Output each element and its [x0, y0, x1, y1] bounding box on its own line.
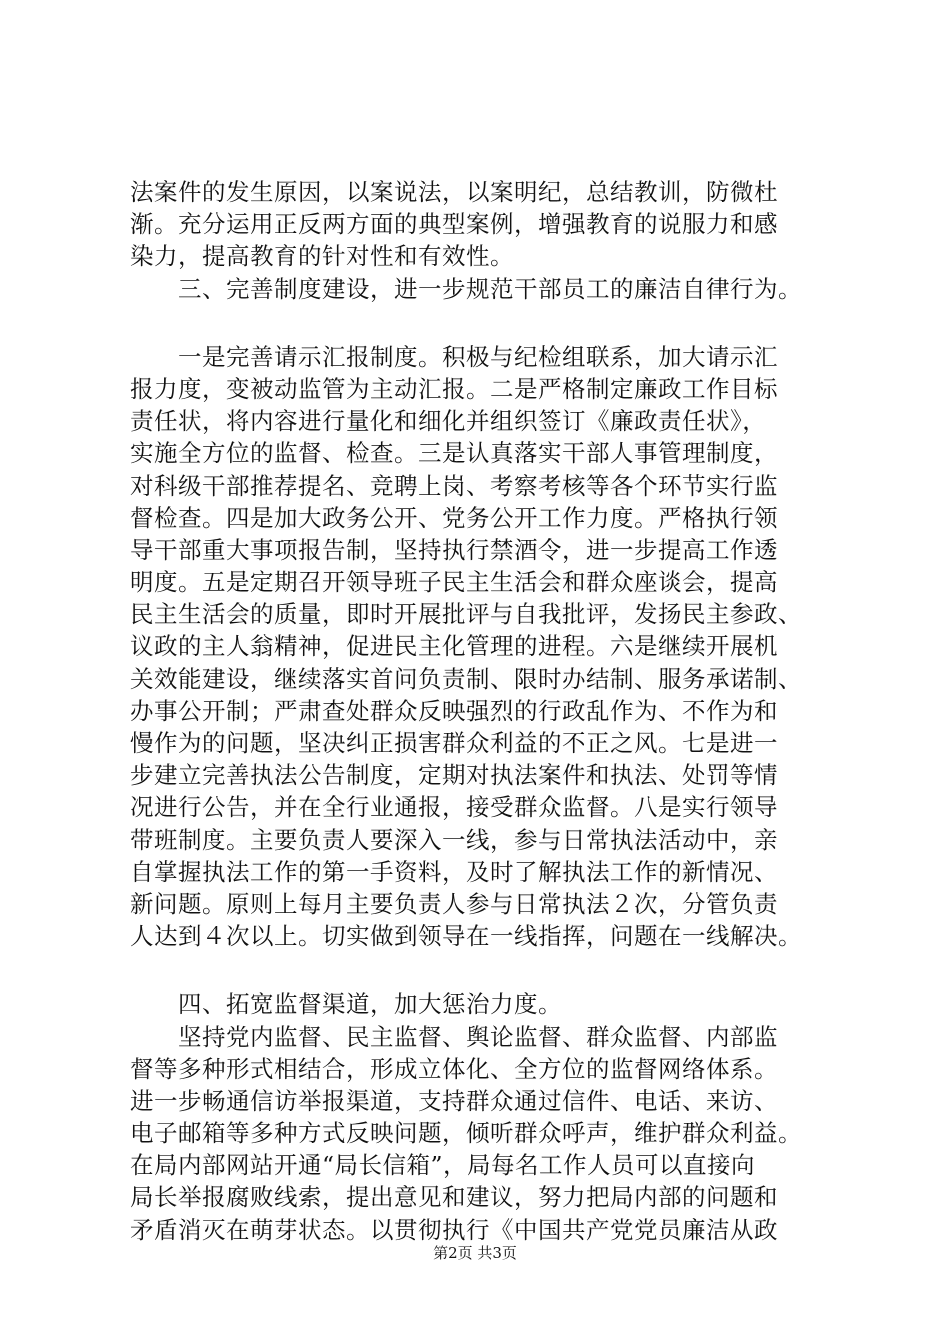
- text-line: 对科级干部推荐提名、竞聘上岗、考察考核等各个环节实行监: [130, 471, 778, 500]
- text-line: 自掌握执法工作的第一手资料，及时了解执法工作的新情况、: [130, 857, 778, 886]
- text-line: 慢作为的问题，坚决纠正损害群众利益的不正之风。七是进一: [130, 729, 778, 757]
- text-line: 督等多种形式相结合，形成立体化、全方位的监督网络体系。: [130, 1054, 778, 1083]
- text-line: 人达到４次以上。切实做到领导在一线指挥，问题在一线解决。: [130, 922, 802, 951]
- page-footer: 第2页 共3页: [433, 1244, 517, 1262]
- text-line: 局长举报腐败线索，提出意见和建议，努力把局内部的问题和: [130, 1183, 778, 1212]
- text-line: 带班制度。主要负责人要深入一线，参与日常执法活动中，亲: [130, 825, 778, 854]
- text-line: 报力度，变被动监管为主动汇报。二是严格制定廉政工作目标: [130, 374, 778, 403]
- text-line: 民主生活会的质量，即时开展批评与自我批评，发扬民主参政、: [130, 600, 802, 629]
- text-line: 况进行公告，并在全行业通报，接受群众监督。八是实行领导: [130, 793, 778, 822]
- text-line: 导干部重大事项报告制，坚持执行禁酒令，进一步提高工作透: [130, 535, 778, 564]
- text-line: 矛盾消灭在萌芽状态。以贯彻执行《中国共产党党员廉洁从政: [130, 1215, 778, 1244]
- paragraph-block-2: [130, 341, 855, 953]
- text-line: 明度。五是定期召开领导班子民主生活会和群众座谈会，提高: [130, 568, 778, 597]
- text-line: 法案件的发生原因，以案说法，以案明纪，总结教训，防微杜: [130, 178, 778, 206]
- paragraph-gap: [130, 305, 855, 341]
- text-line: 责任状，将内容进行量化和细化并组织签订《廉政责任状》，: [130, 407, 767, 436]
- text-line: 染力，提高教育的针对性和有效性。: [130, 242, 514, 271]
- text-line: 议政的主人翁精神，促进民主化管理的进程。六是继续开展机: [130, 632, 778, 661]
- paragraph-block-3: [130, 988, 855, 1246]
- text-line: 一是完善请示汇报制度。积极与纪检组联系，加大请示汇: [130, 342, 778, 371]
- text-line: 渐。充分运用正反两方面的典型案例，增强教育的说服力和感: [130, 210, 778, 239]
- document-body: [130, 176, 855, 1246]
- text-line: 实施全方位的监督、检查。三是认真落实干部人事管理制度，: [130, 439, 778, 468]
- text-line: 新问题。原则上每月主要负责人参与日常执法２次，分管负责: [130, 889, 778, 918]
- text-line: 关效能建设，继续落实首问负责制、限时办结制、服务承诺制、: [130, 664, 802, 693]
- section-heading-3: 三、完善制度建设，进一步规范干部员工的廉洁自律行为。: [130, 274, 802, 303]
- text-line: 电子邮箱等多种方式反映问题，倾听群众呼声，维护群众利益。: [130, 1119, 802, 1148]
- text-line: 步建立完善执法公告制度，定期对执法案件和执法、处罚等情: [130, 761, 778, 790]
- text-line: 坚持党内监督、民主监督、舆论监督、群众监督、内部监: [130, 1022, 778, 1051]
- section-heading-4: 四、拓宽监督渠道，加大惩治力度。: [130, 990, 562, 1019]
- text-line: 进一步畅通信访举报渠道，支持群众通过信件、电话、来访、: [130, 1086, 778, 1115]
- paragraph-block-1: [130, 176, 855, 305]
- text-line: 在局内部网站开通“局长信箱”，局每名工作人员可以直接向: [130, 1151, 756, 1180]
- text-line: 办事公开制；严肃查处群众反映强烈的行政乱作为、不作为和: [130, 696, 778, 725]
- paragraph-gap: [130, 952, 855, 988]
- text-line: 督检查。四是加大政务公开、党务公开工作力度。严格执行领: [130, 503, 778, 532]
